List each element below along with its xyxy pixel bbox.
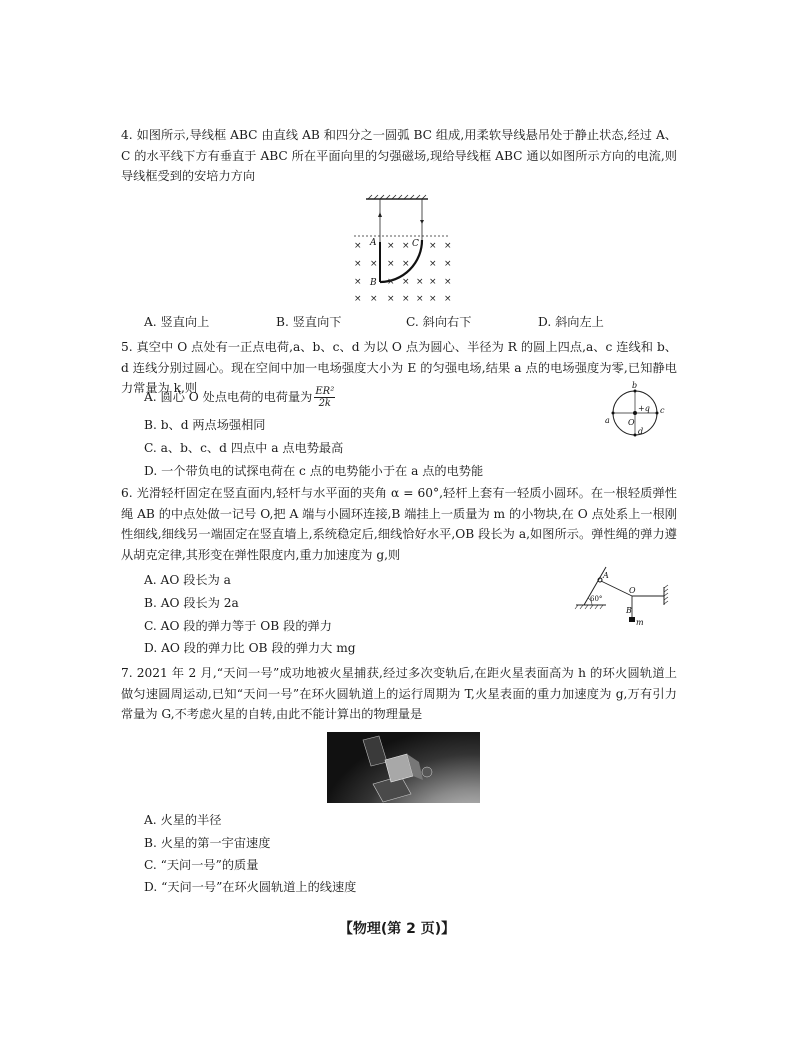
svg-text:×: × (354, 259, 362, 269)
question-5-option-d[interactable]: D. 一个带负电的试探电荷在 c 点的电势能小于在 a 点的电势能 (144, 464, 484, 478)
fraction-numerator: ER² (315, 386, 335, 397)
question-7-option-d[interactable]: D. “天问一号”在环火圆轨道上的线速度 (144, 880, 357, 894)
svg-text:×: × (387, 241, 395, 251)
question-6-option-b[interactable]: B. AO 段长为 2a (144, 596, 239, 610)
question-5-figure (604, 381, 668, 441)
tianwen-satellite-photo (327, 732, 480, 803)
svg-text:×: × (402, 294, 410, 304)
label-b: b (632, 381, 638, 390)
svg-text:×: × (416, 294, 424, 304)
field-cross: × (354, 241, 362, 251)
question-5-option-b[interactable]: B. b、d 两点场强相同 (144, 418, 266, 432)
label-angle: 60° (590, 595, 603, 603)
question-6 (121, 483, 677, 565)
label-O: O (629, 586, 636, 595)
fraction-denominator: 2k (318, 398, 331, 409)
svg-text:×: × (387, 259, 395, 269)
question-7 (121, 663, 677, 725)
label-A: A (603, 571, 609, 580)
svg-text:×: × (370, 294, 378, 304)
label-q: +q (638, 404, 650, 413)
svg-text:×: × (402, 277, 410, 287)
question-4-figure (346, 194, 456, 306)
svg-text:×: × (429, 259, 437, 269)
question-4-option-a[interactable]: A. 竖直向上 (144, 315, 210, 329)
question-6-option-c[interactable]: C. AO 段的弹力等于 OB 段的弹力 (144, 619, 332, 633)
question-5-option-a-text: A. 圆心 O 处点电荷的电荷量为 (144, 390, 313, 404)
label-A: A (370, 238, 377, 248)
svg-text:×: × (387, 277, 395, 287)
svg-text:×: × (402, 241, 410, 251)
label-a: a (605, 416, 610, 425)
question-4-option-c[interactable]: C. 斜向右下 (406, 315, 472, 329)
svg-text:×: × (429, 277, 437, 287)
svg-text:×: × (402, 259, 410, 269)
svg-text:×: × (429, 294, 437, 304)
charge-fraction (314, 386, 335, 409)
svg-text:×: × (444, 294, 452, 304)
question-7-option-b[interactable]: B. 火星的第一宇宙速度 (144, 836, 271, 850)
svg-text:×: × (416, 277, 424, 287)
question-7-option-c[interactable]: C. “天问一号”的质量 (144, 858, 259, 872)
page-footer: 【物理(第 2 页)】 (338, 921, 456, 937)
label-d: d (638, 427, 644, 436)
svg-text:×: × (429, 241, 437, 251)
label-m: m (636, 618, 644, 627)
question-4-option-d[interactable]: D. 斜向左上 (538, 315, 604, 329)
svg-text:×: × (444, 259, 452, 269)
question-6-option-a[interactable]: A. AO 段长为 a (144, 573, 231, 587)
label-O: O (628, 418, 635, 427)
question-4-options (144, 313, 684, 333)
question-5-text: 5. 真空中 O 点处有一正点电荷,a、b、c、d 为以 O 点为圆心、半径为 R 的圆上四点,a、c 连线和 b、d 连线分别过圆心。现在空间中加一电场强度大小为 E 的匀强电场,结果 a 点的电场强度为零,已知静电力常量为 k,则 (121, 340, 677, 395)
question-5-option-c[interactable]: C. a、b、c、d 四点中 a 点电势最高 (144, 441, 344, 455)
svg-text:×: × (444, 277, 452, 287)
svg-text:×: × (354, 277, 362, 287)
svg-text:×: × (354, 294, 362, 304)
question-4-option-b[interactable]: B. 竖直向下 (276, 315, 342, 329)
question-6-text: 6. 光滑轻杆固定在竖直面内,轻杆与水平面的夹角 α = 60°,轻杆上套有一轻质小圆环。在一根轻质弹性绳 AB 的中点处做一记号 O,把 A 端与小圆环连接,B 端挂上一质量为 m 的小物块,在 O 点处系上一根刚性细线,细线另一端固定在竖直墙上,系统稳定后,细线恰好水平,OB 段长为 a,如图所示。弹性绳的弹力遵从胡克定律,其形变在弹性限度内,重力加速度为 g,则 (121, 486, 677, 562)
question-4-text: 4. 如图所示,导线框 ABC 由直线 AB 和四分之一圆弧 BC 组成,用柔软导线悬吊处于静止状态,经过 A、C 的水平线下方有垂直于 ABC 所在平面向里的匀强磁场,现给导线框 ABC 通以如图所示方向的电流,则导线框受到的安培力方向 (121, 128, 677, 183)
question-6-figure (574, 565, 674, 633)
question-4 (121, 125, 677, 187)
satellite-icon (327, 732, 480, 803)
label-C: C (412, 239, 419, 249)
question-6-option-d[interactable]: D. AO 段的弹力比 OB 段的弹力大 mg (144, 641, 356, 655)
label-B: B (626, 606, 632, 615)
question-7-text: 7. 2021 年 2 月,“天问一号”成功地被火星捕获,经过多次变轨后,在距火星表面高为 h 的环火圆轨道上做匀速圆周运动,已知“天问一号”在环火圆轨道上的运行周期为 T,火星表面的重力加速度为 g,万有引力常量为 G,不考虑火星的自转,由此不能计算出的物理量是 (121, 666, 677, 721)
question-7-option-a[interactable]: A. 火星的半径 (144, 813, 222, 827)
svg-text:×: × (444, 241, 452, 251)
label-c: c (660, 406, 665, 415)
svg-text:×: × (387, 294, 395, 304)
svg-text:×: × (370, 259, 378, 269)
question-5-option-a[interactable] (144, 385, 335, 409)
label-B: B (370, 278, 377, 288)
